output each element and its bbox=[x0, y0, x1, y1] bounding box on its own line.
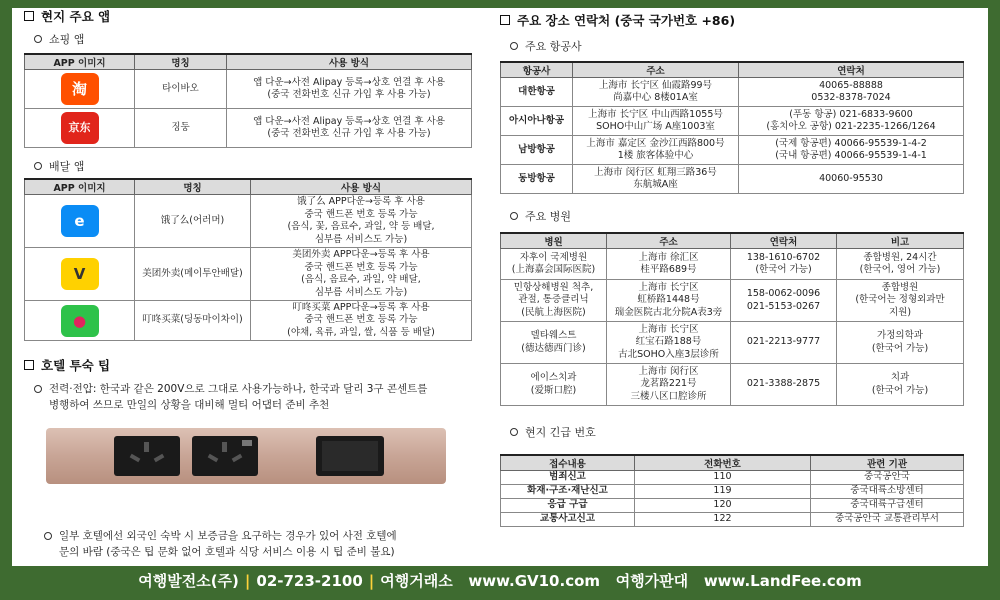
table-header: 명칭 bbox=[135, 179, 251, 195]
circle-bullet-icon bbox=[44, 532, 52, 540]
table-header: 항공사 bbox=[501, 62, 573, 78]
table-header: 전화번호 bbox=[635, 455, 811, 471]
eleme-icon: e bbox=[61, 205, 99, 237]
table-header: 주소 bbox=[573, 62, 739, 78]
footer-link[interactable]: www.LandFee.com bbox=[703, 572, 862, 590]
left-column bbox=[24, 6, 472, 413]
table-row: 화재·구조·재난신고 119 중국대륙소방센터 bbox=[501, 485, 964, 499]
hospital-table bbox=[500, 232, 964, 406]
table-row: 자후이 국제병원 (上海嘉会国际医院) 上海市 徐汇区 桂平路689号 138-1610-6702 (한국어 가능) 종합병원, 24시간 (한국어, 영어 가능) bbox=[501, 249, 964, 280]
table-row: 에이스치과 (爱斯口腔) 上海市 闵行区 龙茗路221号 三楼八区口腔诊所 021-3388-2875 치과 (한국어 가능) bbox=[501, 364, 964, 406]
table-row: 대한항공 上海市 长宁区 仙霞路99号 尚嘉中心 8楼01A室 40065-88888 0532-8378-7024 bbox=[501, 78, 964, 107]
table-header: 병원 bbox=[501, 233, 607, 249]
table-row: 아시아나항공 上海市 长宁区 中山西路1055号 SOHO中山广场 A座1003室 (푸동 항공) 021-6833-9600 (홍치아오 공항) 021-2235-1266/1264 bbox=[501, 107, 964, 136]
table-header: 주소 bbox=[607, 233, 731, 249]
circle-bullet-icon bbox=[510, 428, 518, 436]
table-header: 연락처 bbox=[739, 62, 964, 78]
table-row: 남방항공 上海市 嘉定区 金沙江西路800号 1楼 旅客体验中心 (국제 항공편) 40066-95539-1-4-2 (국내 항공편) 40066-95539-1-4-1 bbox=[501, 136, 964, 165]
footer-label: 여행가판대 bbox=[615, 572, 689, 590]
table-header: 사용 방식 bbox=[251, 179, 472, 195]
table-row: e 饿了么(어러머) 饿了么 APP다운→등록 후 사용 중국 핸드폰 번호 등록 가능 (음식, 꽃, 음료수, 과일, 약 등 배달, 심부름 서비스도 가능) bbox=[25, 195, 472, 248]
checkbox-square-icon bbox=[24, 11, 34, 21]
right-column bbox=[500, 10, 964, 527]
apps-section-title: 현지 주요 앱 bbox=[24, 6, 472, 26]
emergency-subtitle: 현지 긴급 번호 bbox=[510, 422, 964, 442]
switch-panel bbox=[316, 436, 384, 476]
delivery-subtitle: 배달 앱 bbox=[34, 156, 472, 176]
shopping-app-table bbox=[24, 53, 472, 148]
table-header: 접수내용 bbox=[501, 455, 635, 471]
socket bbox=[114, 436, 180, 476]
dingdong-icon: ● bbox=[61, 305, 99, 337]
table-row: 淘 타이바오 앱 다운→사전 Alipay 등록→상호 연결 후 사용 (중국 전화번호 신규 가입 후 사용 가능) bbox=[25, 70, 472, 109]
power-outlet-image bbox=[46, 428, 446, 484]
hospital-subtitle: 주요 병원 bbox=[510, 206, 964, 226]
table-row: 응급 구급 120 중국대륙구급센터 bbox=[501, 499, 964, 513]
table-header: 연락처 bbox=[731, 233, 837, 249]
footer-link[interactable]: www.GV10.com bbox=[468, 572, 601, 590]
table-header: 비고 bbox=[837, 233, 964, 249]
circle-bullet-icon bbox=[510, 212, 518, 220]
table-row: 京东 징둥 앱 다운→사전 Alipay 등록→상호 연결 후 사용 (중국 전화번호 신규 가입 후 사용 가능) bbox=[25, 109, 472, 148]
checkbox-square-icon bbox=[500, 15, 510, 25]
airline-subtitle: 주요 항공사 bbox=[510, 36, 964, 56]
table-row: 델타웨스트 (德达德西门诊) 上海市 长宁区 红宝石路188号 古北SOHO入座3层诊所 021-2213-9777 가정의학과 (한국어 가능) bbox=[501, 322, 964, 364]
jd-icon: 京东 bbox=[61, 112, 99, 144]
taobao-icon: 淘 bbox=[61, 73, 99, 105]
table-row: 동방항공 上海市 闵行区 虹翔三路36号 东航城A座 40060-95530 bbox=[501, 165, 964, 194]
checkbox-square-icon bbox=[24, 360, 34, 370]
table-header: APP 이미지 bbox=[25, 54, 135, 70]
circle-bullet-icon bbox=[34, 385, 42, 393]
table-header: 명칭 bbox=[135, 54, 227, 70]
hotel-note-deposit: 일부 호텔에선 외국인 숙박 시 보증금을 요구하는 경우가 있어 사전 호텔에 문의 바람 (중국은 팁 문화 없어 호텔과 식당 서비스 이용 시 팁 준비 불요) bbox=[44, 528, 484, 560]
meituan-icon: V bbox=[61, 258, 99, 290]
hotel-section-title: 호텔 투숙 팁 bbox=[24, 355, 472, 375]
table-row: 민항상해병원 척추, 관절, 통증클리닉 (民航上海医院) 上海市 长宁区 虹桥路1448号 瑞金医院古北分院A表3旁 158-0062-0096 021-5153-0267 종합병원 (한국어는 정형외과만 지원) bbox=[501, 280, 964, 322]
table-header: 관련 기관 bbox=[811, 455, 964, 471]
shopping-subtitle: 쇼핑 앱 bbox=[34, 29, 472, 49]
company-phone: 02-723-2100 bbox=[256, 572, 363, 590]
circle-bullet-icon bbox=[510, 42, 518, 50]
footer-bar: 여행발전소(주) | 02-723-2100 | 여행거래소 www.GV10.com 여행가판대 www.LandFee.com bbox=[138, 572, 862, 590]
table-header: APP 이미지 bbox=[25, 179, 135, 195]
socket bbox=[192, 436, 258, 476]
delivery-app-table bbox=[24, 178, 472, 341]
circle-bullet-icon bbox=[34, 162, 42, 170]
hotel-note-voltage: 전력·전압: 한국과 같은 200V으로 그대로 사용가능하나, 한국과 달리 3구 콘센트를 병행하여 쓰므로 만일의 상황을 대비해 멀티 어댑터 준비 추천 bbox=[34, 381, 472, 413]
airline-table bbox=[500, 61, 964, 194]
circle-bullet-icon bbox=[34, 35, 42, 43]
table-row: 교통사고신고 122 중국공안국 교통관리부서 bbox=[501, 513, 964, 527]
emergency-table bbox=[500, 454, 964, 527]
company-name: 여행발전소(주) bbox=[138, 572, 239, 590]
table-row: ● 叮咚买菜(딩동마이차이) 叮咚买菜 APP다운→등록 후 사용 중국 핸드폰 번호 등록 가능 (야채, 육류, 과일, 쌀, 식품 등 배달) bbox=[25, 301, 472, 341]
table-row: V 美团外卖(메이투안배달) 美团外卖 APP다운→등록 후 사용 중국 핸드폰 번호 등록 가능 (음식, 음료수, 과일, 약 배달, 심부름 서비스도 가능) bbox=[25, 248, 472, 301]
footer-label: 여행거래소 bbox=[380, 572, 453, 590]
table-header: 사용 방식 bbox=[227, 54, 472, 70]
table-row: 범죄신고 110 중국공안국 bbox=[501, 471, 964, 485]
contacts-section-title: 주요 장소 연락처 (중국 국가번호 +86) bbox=[500, 10, 964, 30]
